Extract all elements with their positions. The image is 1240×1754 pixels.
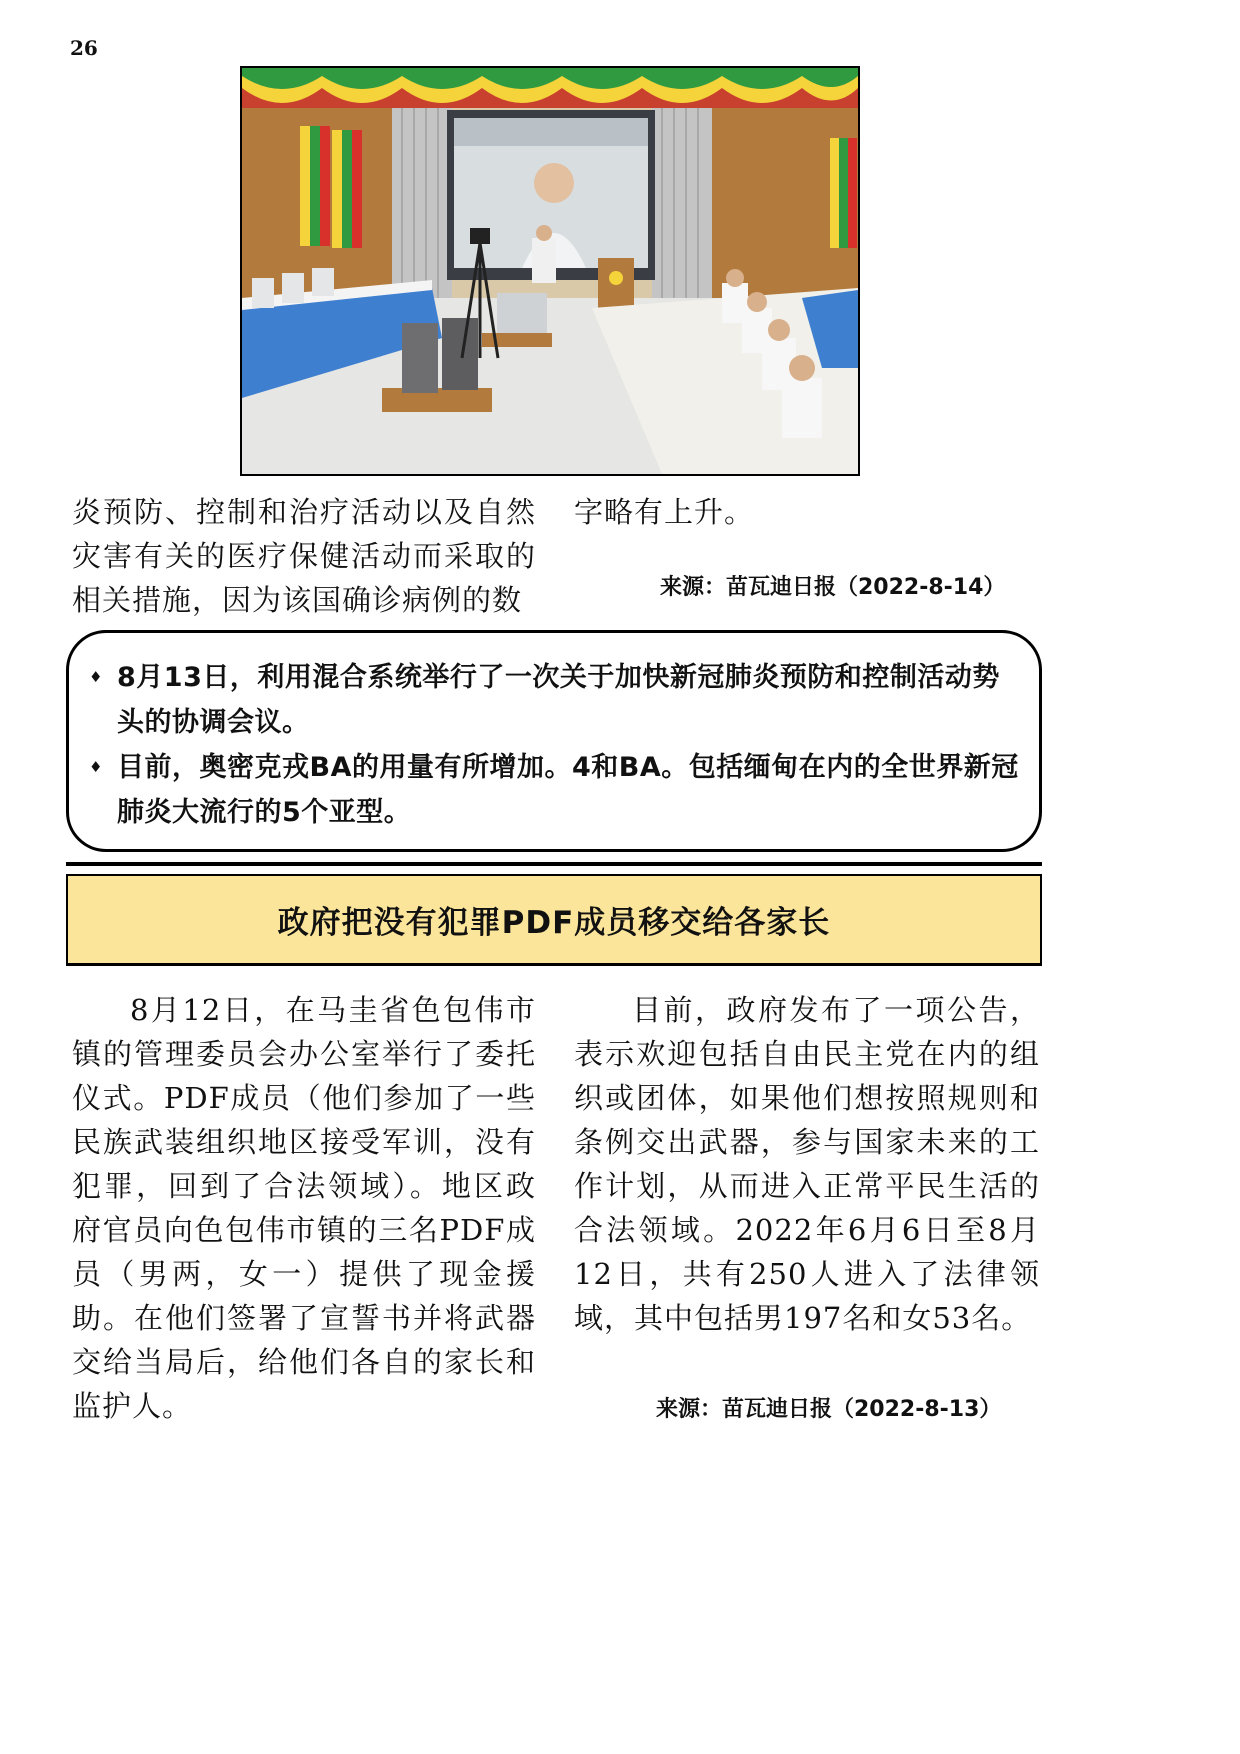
- article1-source: 来源：苗瓦迪日报（2022-8-14）: [660, 575, 1006, 600]
- headline-box: [66, 874, 1042, 966]
- article1-right-column: [574, 490, 1040, 534]
- summary-item-text: 目前，奥密克戎BA的用量有所增加。4和BA。包括缅甸在内的全世界新冠肺炎大流行的5个亚型。: [117, 752, 1019, 828]
- article1-left-column: [72, 490, 536, 622]
- summary-item-text: 8月13日，利用混合系统举行了一次关于加快新冠肺炎预防和控制活动势头的协调会议。: [117, 662, 1000, 738]
- article2-right-column: [574, 988, 1040, 1340]
- summary-box: [66, 630, 1042, 852]
- summary-item: [89, 655, 1023, 745]
- article1-right-text: 字略有上升。: [574, 495, 755, 529]
- article2-right-text: 目前，政府发布了一项公告，表示欢迎包括自由民主党在内的组织或团体，如果他们想按照规则和条例交出武器，参与国家未来的工作计划，从而进入正常平民生活的合法领域。2022年6月6日至8月12日，共有250人进入了法律领域，其中包括男197名和女53名。: [574, 993, 1040, 1335]
- diamond-bullet-icon: ♦: [89, 668, 103, 686]
- article1-left-text: 炎预防、控制和治疗活动以及自然灾害有关的医疗保健活动而采取的相关措施，因为该国确诊病例的数: [72, 495, 536, 617]
- article2-left-column: [72, 988, 536, 1428]
- summary-item: [89, 745, 1023, 835]
- page-number: 26: [70, 36, 98, 60]
- diamond-bullet-icon: ♦: [89, 758, 103, 776]
- section-divider: [66, 862, 1042, 866]
- article2-headline: 政府把没有犯罪PDF成员移交给各家长: [277, 905, 831, 941]
- meeting-photo: [240, 66, 860, 476]
- article2-left-text: 8月12日，在马圭省色包伟市镇的管理委员会办公室举行了委托仪式。PDF成员（他们参加了一些民族武装组织地区接受军训，没有犯罪，回到了合法领域）。地区政府官员向色包伟市镇的三名PDF成员（男两，女一）提供了现金援助。在他们签署了宣誓书并将武器交给当局后，给他们各自的家长和监护人。: [72, 993, 536, 1423]
- article2-source: 来源：苗瓦迪日报（2022-8-13）: [656, 1397, 1002, 1422]
